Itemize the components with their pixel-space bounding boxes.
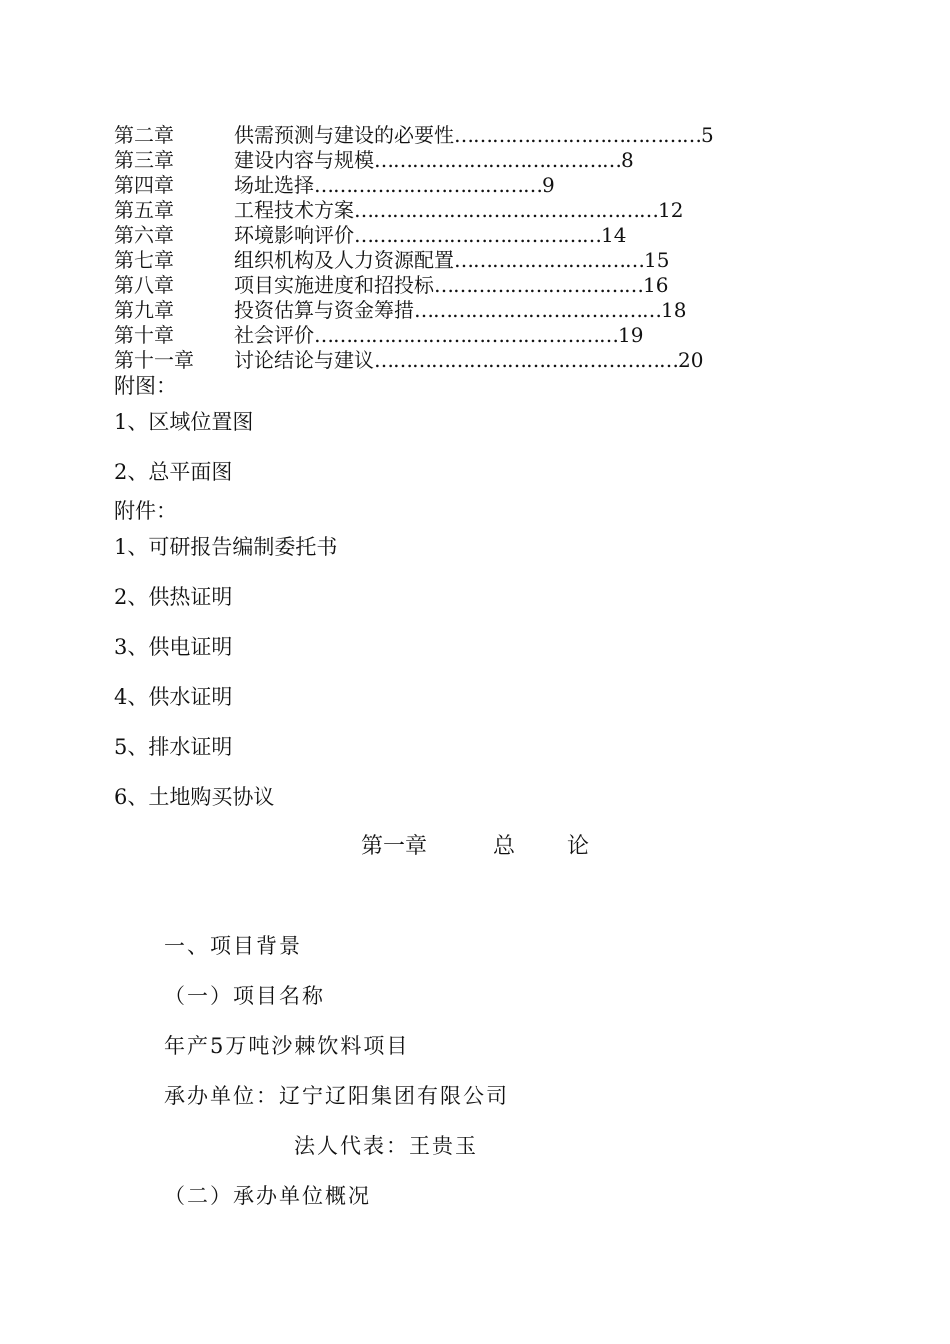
section-heading: 一、项目背景	[164, 934, 302, 958]
toc-entry	[114, 248, 714, 273]
toc-chapter: 第四章	[114, 173, 174, 197]
toc-leader: …………………………………	[374, 148, 621, 172]
toc-entry	[114, 198, 714, 223]
toc-entry	[114, 273, 714, 298]
attachment-item: 5、排水证明	[114, 735, 233, 759]
toc-leader: …………………………………	[414, 298, 661, 322]
toc-entry	[114, 123, 714, 148]
toc-title: 场址选择	[234, 173, 314, 197]
toc-title: 社会评价	[234, 323, 314, 347]
toc-chapter: 第七章	[114, 248, 174, 272]
toc-entry	[114, 148, 714, 173]
chapter-number: 第一章	[360, 834, 427, 859]
toc-entry	[114, 223, 714, 248]
toc-chapter: 第五章	[114, 198, 174, 222]
toc-title: 工程技术方案	[234, 198, 354, 222]
subsection-heading: （一）项目名称	[164, 984, 325, 1008]
toc-title: 投资估算与资金筹措	[234, 298, 414, 322]
toc-title: 讨论结论与建议	[234, 348, 374, 372]
toc-entry	[114, 323, 714, 348]
toc-title: 环境影响评价	[234, 223, 354, 247]
toc-chapter: 第六章	[114, 223, 174, 247]
toc-page-number: 20	[678, 348, 704, 372]
attachment-item: 1、可研报告编制委托书	[114, 535, 338, 559]
toc-leader: ………………………………	[314, 173, 542, 197]
subsection-heading: （二）承办单位概况	[164, 1184, 371, 1208]
toc-chapter: 第十一章	[114, 348, 194, 372]
toc-leader: …………………………	[454, 248, 644, 272]
attached-figures-label: 附图：	[114, 374, 177, 398]
toc-title: 项目实施进度和招投标	[234, 273, 434, 297]
toc-leader: …………………………………	[454, 123, 701, 147]
toc-chapter: 第二章	[114, 123, 174, 147]
table-of-contents	[114, 123, 714, 373]
toc-chapter: 第九章	[114, 298, 174, 322]
toc-leader: …………………………………………	[314, 323, 618, 347]
toc-chapter: 第十章	[114, 323, 174, 347]
toc-page-number: 12	[658, 198, 684, 222]
attached-figure-item: 2、总平面图	[114, 460, 233, 484]
toc-page-number: 5	[701, 123, 714, 147]
toc-entry	[114, 298, 714, 323]
toc-title: 供需预测与建设的必要性	[234, 123, 454, 147]
sponsor-line: 承办单位：辽宁辽阳集团有限公司	[164, 1084, 509, 1108]
attachment-item: 3、供电证明	[114, 635, 233, 659]
project-name: 年产5万吨沙棘饮料项目	[164, 1034, 410, 1058]
toc-page-number: 14	[601, 223, 627, 247]
attached-figure-item: 1、区域位置图	[114, 410, 254, 434]
toc-entry	[114, 348, 714, 373]
attachment-item: 6、土地购买协议	[114, 785, 275, 809]
toc-chapter: 第三章	[114, 148, 174, 172]
toc-page-number: 9	[542, 173, 555, 197]
attachment-item: 2、供热证明	[114, 585, 233, 609]
chapter-heading	[0, 832, 950, 862]
toc-page-number: 8	[621, 148, 634, 172]
toc-title: 建设内容与规模	[234, 148, 374, 172]
toc-page-number: 19	[618, 323, 644, 347]
chapter-title-part: 总	[492, 834, 515, 859]
toc-title: 组织机构及人力资源配置	[234, 248, 454, 272]
toc-page-number: 18	[661, 298, 687, 322]
legal-representative-line: 法人代表：王贵玉	[294, 1134, 478, 1158]
toc-entry	[114, 173, 714, 198]
toc-leader: …………………………………………	[354, 198, 658, 222]
toc-page-number: 16	[643, 273, 669, 297]
toc-page-number: 15	[644, 248, 670, 272]
attachment-item: 4、供水证明	[114, 685, 233, 709]
toc-chapter: 第八章	[114, 273, 174, 297]
chapter-title-part: 论	[567, 834, 590, 859]
attachments-label: 附件：	[114, 499, 177, 523]
toc-leader: …………………………………………	[374, 348, 678, 372]
toc-leader: ……………………………	[434, 273, 643, 297]
toc-leader: …………………………………	[354, 223, 601, 247]
